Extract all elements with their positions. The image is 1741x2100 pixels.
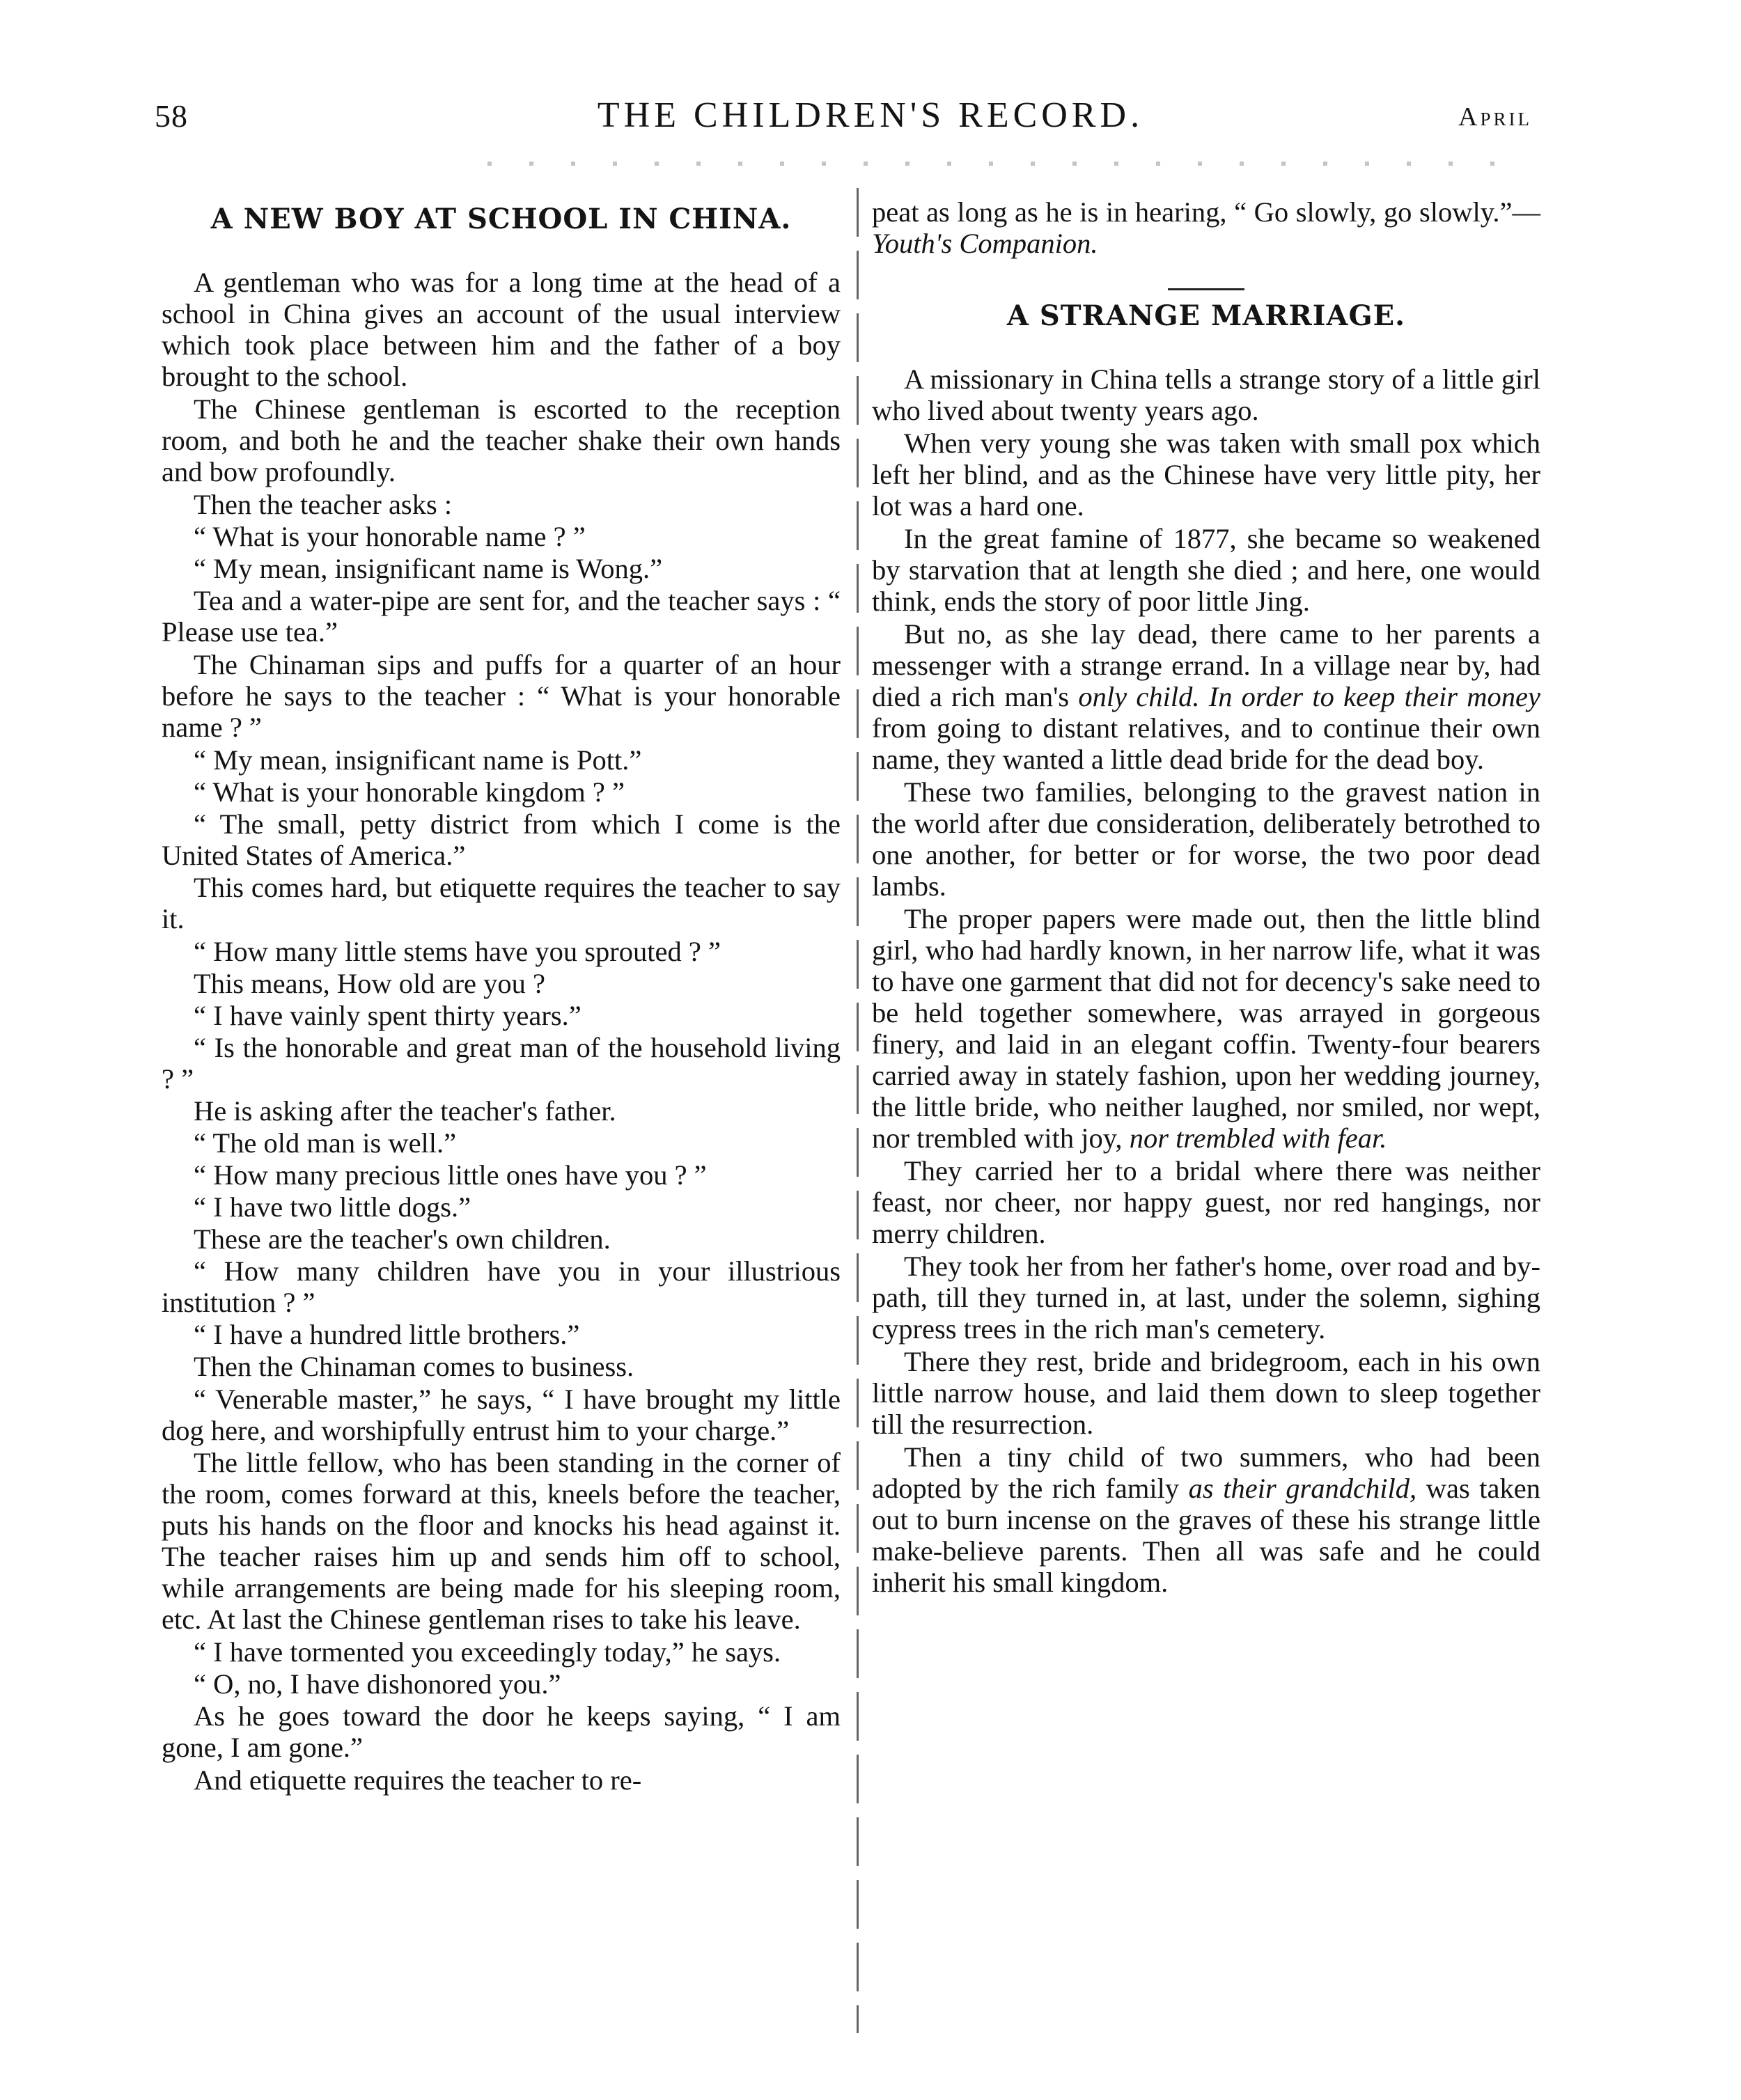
paragraph-text: was taken out to burn incense on the graves of these his strange little make-believe parents. Then all was safe and he could inherit his small kingdom. bbox=[872, 1473, 1540, 1598]
paragraph: Then the teacher asks : bbox=[194, 489, 453, 520]
paragraph: “ The small, petty district from which I come is the United States of America.” bbox=[162, 808, 841, 871]
paragraph: “ How many precious little ones have you ? ” bbox=[194, 1159, 707, 1191]
right-column bbox=[872, 196, 1540, 1599]
paragraph: “ How many little stems have you sprouted ? ” bbox=[194, 936, 721, 967]
paragraph: These two families, belonging to the gravest nation in the world after due consideration, deliberately betrothed to one another, for better or for worse, the two poor dead lambs. bbox=[872, 776, 1540, 902]
article-body-new-boy bbox=[162, 267, 841, 1796]
paragraph: The Chinese gentleman is escorted to the reception room, and both he and the teacher shake their own hands and bow profoundly. bbox=[162, 393, 841, 487]
paragraph: “ I have tormented you exceedingly today,” he says. bbox=[194, 1636, 781, 1668]
paragraph: The little fellow, who has been standing in the corner of the room, comes forward at this, kneels before the teacher, puts his hands on the floor and knocks his head against it. The teacher raises him up and sends him off to school, while arrangements are being made for his sleeping room, etc. At last the Chinese gentleman rises to take his leave. bbox=[162, 1447, 841, 1635]
paragraph bbox=[872, 1441, 1540, 1598]
paragraph: A gentleman who was for a long time at the head of a school in China gives an account of the usual interview which took place between him and the father of a boy brought to the school. bbox=[162, 267, 841, 392]
paragraph: Then the Chinaman comes to business. bbox=[194, 1351, 634, 1382]
page-number: 58 bbox=[155, 98, 188, 134]
paragraph: “ My mean, insignificant name is Pott.” bbox=[194, 744, 642, 776]
article-title-strange-marriage: A STRANGE MARRIAGE. bbox=[1006, 299, 1406, 332]
paragraph: And etiquette requires the teacher to re- bbox=[194, 1764, 642, 1796]
paragraph: He is asking after the teacher's father. bbox=[194, 1095, 616, 1127]
issue-month: April bbox=[1458, 102, 1532, 132]
italic-text: only child. In order to keep their money bbox=[1078, 681, 1540, 712]
continued-paragraph bbox=[872, 196, 1540, 259]
paragraph: There they rest, bride and bridegroom, each in his own little narrow house, and laid them down to sleep together till the resurrection. bbox=[872, 1346, 1540, 1440]
page-header bbox=[0, 97, 1741, 146]
paragraph bbox=[872, 903, 1540, 1154]
paragraph: This comes hard, but etiquette requires the teacher to say it. bbox=[162, 872, 841, 934]
paragraph-text: But no, as she lay dead, there came to her parents a messenger with a strange errand. In a village near by, had died a rich man's bbox=[872, 618, 1540, 712]
paragraph: “ O, no, I have dishonored you.” bbox=[194, 1668, 561, 1700]
paragraph: “ The old man is well.” bbox=[194, 1127, 457, 1159]
print-speckles bbox=[487, 162, 1532, 166]
paragraph: “ I have two little dogs.” bbox=[194, 1191, 471, 1223]
paragraph-text: from going to distant relatives, and to continue their own name, they wanted a little dead bride for the dead boy. bbox=[872, 712, 1540, 775]
paragraph: “ How many children have you in your illustrious institution ? ” bbox=[162, 1255, 841, 1318]
paragraph: When very young she was taken with small pox which left her blind, and as the Chinese have very little pity, her lot was a hard one. bbox=[872, 428, 1540, 522]
paragraph-text: Then a tiny child of two summers, who had been adopted by the rich family bbox=[872, 1441, 1540, 1504]
paragraph: “ I have a hundred little brothers.” bbox=[194, 1319, 580, 1350]
paragraph: This means, How old are you ? bbox=[194, 968, 546, 999]
paragraph: “ What is your honorable name ? ” bbox=[194, 521, 586, 552]
section-separator bbox=[1168, 288, 1244, 290]
article-title-new-boy: A NEW BOY AT SCHOOL IN CHINA. bbox=[210, 203, 792, 235]
paragraph-text: The proper papers were made out, then the little blind girl, who had hardly known, in her narrow life, what it was to have one garment that did not for decency's sake need to be held together somewhere, was arrayed in gorgeous finery, and laid in an elegant coffin. Twenty-four bearers carried away in stately fashion, upon her wedding journey, the little bride, who neither laughed, nor smiled, nor wept, nor trembled with joy, bbox=[872, 903, 1540, 1154]
paragraph: “ My mean, insignificant name is Wong.” bbox=[194, 553, 663, 584]
source-credit: Youth's Companion. bbox=[872, 228, 1098, 259]
paragraph: They took her from her father's home, over road and by-path, till they turned in, at last, under the solemn, sighing cypress trees in the rich man's cemetery. bbox=[872, 1251, 1540, 1345]
paragraph: “ Venerable master,” he says, “ I have brought my little dog here, and worshipfully entrust him to your charge.” bbox=[162, 1384, 841, 1446]
column-divider bbox=[857, 188, 859, 2033]
italic-text: nor trembled with fear. bbox=[1129, 1122, 1387, 1154]
running-title: THE CHILDREN'S RECORD. bbox=[597, 95, 1144, 135]
paragraph bbox=[872, 618, 1540, 775]
left-column bbox=[162, 196, 841, 1797]
paragraph: These are the teacher's own children. bbox=[194, 1223, 611, 1255]
paragraph: “ What is your honorable kingdom ? ” bbox=[194, 776, 625, 808]
paragraph: “ Is the honorable and great man of the household living ? ” bbox=[162, 1032, 841, 1095]
paragraph: In the great famine of 1877, she became so weakened by starvation that at length she died ; and here, one would think, ends the story of poor little Jing. bbox=[872, 523, 1540, 617]
paragraph: They carried her to a bridal where there was neither feast, nor cheer, nor happy guest, nor red hangings, nor merry children. bbox=[872, 1155, 1540, 1249]
paragraph: The Chinaman sips and puffs for a quarter of an hour before he says to the teacher : “ What is your honorable name ? ” bbox=[162, 649, 841, 743]
paragraph: Tea and a water-pipe are sent for, and the teacher says : “ Please use tea.” bbox=[162, 585, 841, 648]
continued-text: peat as long as he is in hearing, “ Go slowly, go slowly.”— bbox=[872, 196, 1540, 228]
paragraph: A missionary in China tells a strange story of a little girl who lived about twenty years ago. bbox=[872, 363, 1540, 426]
paragraph: “ I have vainly spent thirty years.” bbox=[194, 1000, 581, 1031]
italic-text: as their grandchild, bbox=[1188, 1473, 1417, 1504]
paragraph: As he goes toward the door he keeps saying, “ I am gone, I am gone.” bbox=[162, 1700, 841, 1763]
